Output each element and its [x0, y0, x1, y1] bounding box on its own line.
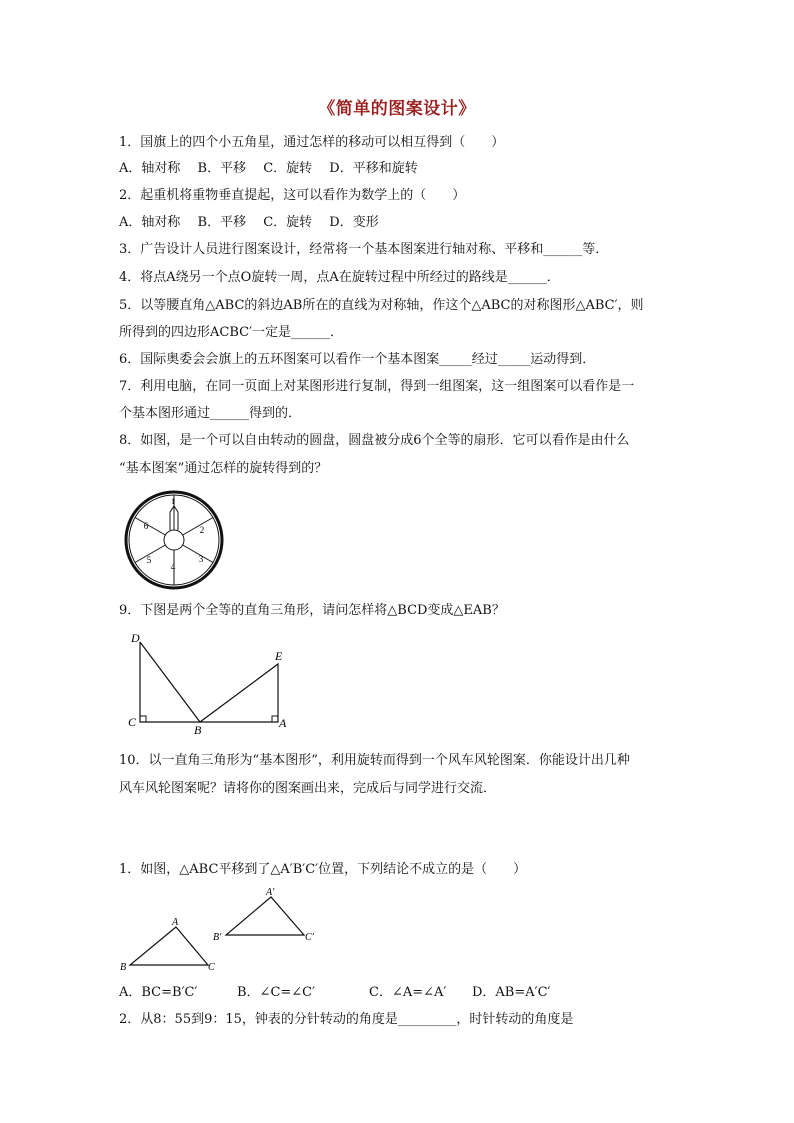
- question-2: 2．起重机将重物垂直提起，这可以看作为数学上的（ ）: [119, 188, 466, 203]
- question-1-options: A．轴对称 B．平移 C．旋转 D．平移和旋转: [119, 161, 418, 176]
- vertex-label-b: B: [120, 962, 127, 973]
- practice-question-1-options: [119, 984, 551, 1002]
- disk-label: 5: [146, 555, 152, 565]
- disk-divider: [135, 518, 165, 536]
- translation-figure: [116, 885, 326, 977]
- option-c: C．∠A=∠A′: [369, 985, 447, 1000]
- vertex-label-d: D: [131, 631, 140, 645]
- disk-label: 2: [199, 525, 205, 535]
- question-9: 9．下图是两个全等的直角三角形，请问怎样将△BCD变成△EAB？: [119, 603, 505, 618]
- practice-question-2: 2．从8：55到9：15，钟表的分针转动的角度是_________，时针转动的角度是: [119, 1012, 574, 1027]
- question-7-cont: 个基本图形通过______得到的．: [119, 406, 302, 421]
- disk-label: 3: [198, 554, 204, 564]
- question-5-cont: 所得到的四边形ACBC′一定是______．: [119, 325, 344, 340]
- vertex-label-a-prime: A′: [266, 887, 275, 898]
- right-angle-mark-c: [140, 716, 146, 722]
- question-8: 8．如图，是一个可以自由转动的圆盘，圆盘被分成6个全等的扇形．它可以看作是由什么: [119, 433, 630, 448]
- disk-hub: [164, 530, 184, 550]
- question-5: 5．以等腰直角△ABC的斜边AB所在的直线为对称轴，作这个△ABC的对称图形△ABC′，则: [119, 298, 644, 313]
- vertex-label-b-prime: B′: [213, 932, 222, 943]
- right-triangles-figure: [118, 626, 298, 738]
- disk-label: 4: [170, 562, 176, 572]
- vertex-label-c: C: [128, 715, 137, 729]
- question-8-cont: “基本图案”通过怎样的旋转得到的？: [119, 461, 328, 476]
- rotating-disk-figure: [118, 488, 238, 598]
- triangle-outline: [140, 642, 278, 722]
- practice-question-1: 1．如图，△ABC平移到了△A′B′C′位置，下列结论不成立的是（ ）: [119, 862, 527, 877]
- vertex-label-c: C: [208, 962, 215, 973]
- question-3: 3．广告设计人员进行图案设计，经常将一个基本图案进行轴对称、平移和______等．: [119, 242, 609, 257]
- question-6: 6．国际奥委会会旗上的五环图案可以看作一个基本图案_____经过_____运动得到．: [119, 352, 596, 367]
- question-1: 1．国旗上的四个小五角星，通过怎样的移动可以相互得到（ ）: [119, 135, 505, 150]
- page-title: 《简单的图案设计》: [318, 99, 476, 119]
- vertex-label-c-prime: C′: [305, 932, 314, 943]
- right-angle-mark-a: [272, 716, 278, 722]
- question-7: 7．利用电脑，在同一页面上对某图形进行复制，得到一组图案，这一组图案可以看作是一: [119, 379, 635, 394]
- option-d: D．AB=A′C′: [472, 985, 551, 1000]
- disk-divider: [183, 518, 213, 536]
- option-a: A．BC=B′C′: [119, 985, 198, 1000]
- triangle-abc-prime: [226, 897, 304, 935]
- question-10: 10．以一直角三角形为“基本图形”，利用旋转而得到一个风车风轮图案．你能设计出几种: [119, 753, 630, 768]
- question-10-cont: 风车风轮图案呢？请将你的图案画出来，完成后与同学进行交流．: [119, 781, 497, 796]
- vertex-label-e: E: [275, 649, 283, 663]
- triangle-abc: [130, 927, 208, 965]
- disk-label: 6: [143, 521, 149, 531]
- question-2-options: A．轴对称 B．平移 C．旋转 D．变形: [119, 215, 379, 230]
- vertex-label-a: A: [172, 917, 179, 928]
- disk-label: 1: [171, 497, 175, 506]
- question-4: 4．将点A绕另一个点O旋转一周，点A在旋转过程中所经过的路线是______．: [119, 270, 560, 285]
- option-b: B．∠C=∠C′: [237, 985, 316, 1000]
- vertex-label-a: A: [279, 716, 287, 730]
- vertex-label-b: B: [194, 723, 202, 737]
